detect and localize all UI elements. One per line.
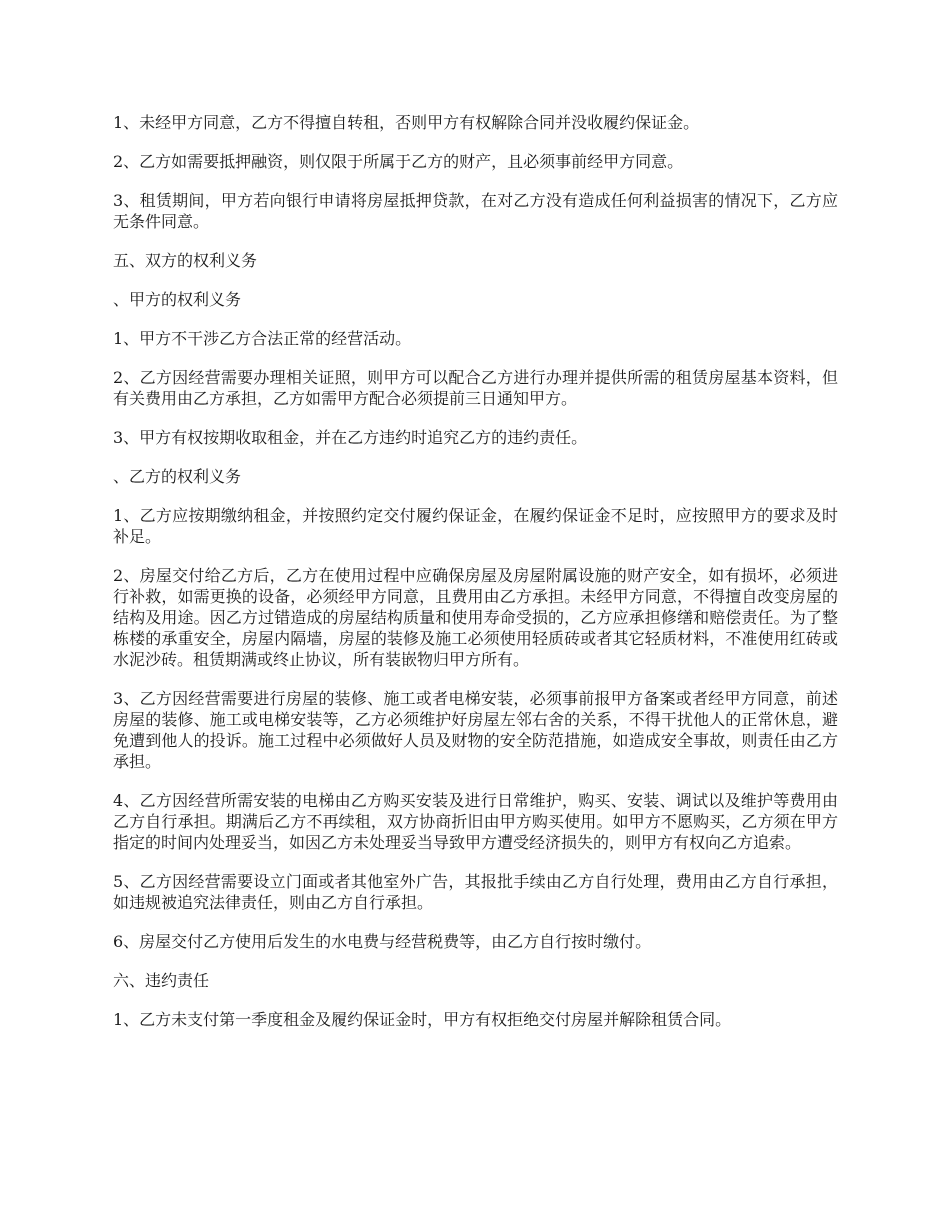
breach-clause-1: 1、乙方未支付第一季度租金及履约保证金时，甲方有权拒绝交付房屋并解除租赁合同。 — [113, 1010, 732, 1029]
party-b-clause-3: 3、乙方因经营需要进行房屋的装修、施工或者电梯安装，必须事前报甲方备案或者经甲方同意，前述房屋的装修、施工或电梯安装等，乙方必须维护好房屋左邻右舍的关系，不得干扰他人的正常休息，避免遭到他人的投诉。施工过程中必须做好人员及财物的安全防范措施，如造成安全事故，则责任由乙方承担。 — [113, 689, 838, 771]
party-a-clause-2: 2、乙方因经营需要办理相关证照，则甲方可以配合乙方进行办理并提供所需的租赁房屋基本资料，但有关费用由乙方承担，乙方如需甲方配合必须提前三日通知甲方。 — [113, 368, 838, 408]
party-b-clause-2: 2、房屋交付给乙方后，乙方在使用过程中应确保房屋及房屋附属设施的财产安全，如有损坏，必须进行补救，如需更换的设备，必须经甲方同意，且费用由乙方承担。未经甲方同意，不得擅自改变房屋的结构及用途。因乙方过错造成的房屋结构质量和使用寿命受损的，乙方应承担修缮和赔偿责任。为了整栋楼的承重安全，房屋内隔墙，房屋的装修及施工必须使用轻质砖或者其它轻质材料，不准使用红砖或水泥沙砖。租赁期满或终止协议，所有装嵌物归甲方所有。 — [113, 566, 838, 669]
section-heading-rights-obligations: 五、双方的权利义务 — [113, 251, 258, 270]
clause-1-no-sublease: 1、未经甲方同意，乙方不得擅自转租，否则甲方有权解除合同并没收履约保证金。 — [113, 113, 700, 132]
subheading-party-b-rights: 、乙方的权利义务 — [113, 467, 242, 486]
clause-2-mortgage-financing: 2、乙方如需要抵押融资，则仅限于所属于乙方的财产，且必须事前经甲方同意。 — [113, 152, 684, 171]
party-b-clause-6: 6、房屋交付乙方使用后发生的水电费与经营税费等，由乙方自行按时缴付。 — [113, 932, 652, 951]
party-b-clause-4: 4、乙方因经营所需安装的电梯由乙方购买安装及进行日常维护，购买、安装、调试以及维护等费用由乙方自行承担。期满后乙方不再续租，双方协商折旧由甲方购买使用。如甲方不愿购买，乙方须在甲方指定的时间内处理妥当，如因乙方未处理妥当导致甲方遭受经济损失的，则甲方有权向乙方追索。 — [113, 791, 838, 852]
subheading-party-a-rights: 、甲方的权利义务 — [113, 290, 242, 309]
party-a-clause-1: 1、甲方不干涉乙方合法正常的经营活动。 — [113, 329, 412, 348]
clause-3-bank-mortgage: 3、租赁期间，甲方若向银行申请将房屋抵押贷款，在对乙方没有造成任何利益损害的情况下，乙方应无条件同意。 — [113, 191, 838, 231]
section-heading-breach-liability: 六、违约责任 — [113, 971, 210, 990]
document-page — [113, 112, 838, 1048]
party-b-clause-5: 5、乙方因经营需要设立门面或者其他室外广告，其报批手续由乙方自行处理，费用由乙方自行承担，如违规被追究法律责任，则由乙方自行承担。 — [113, 872, 838, 912]
party-b-clause-1: 1、乙方应按期缴纳租金，并按照约定交付履约保证金，在履约保证金不足时，应按照甲方的要求及时补足。 — [113, 506, 838, 546]
party-a-clause-3: 3、甲方有权按期收取租金，并在乙方违约时追究乙方的违约责任。 — [113, 428, 588, 447]
